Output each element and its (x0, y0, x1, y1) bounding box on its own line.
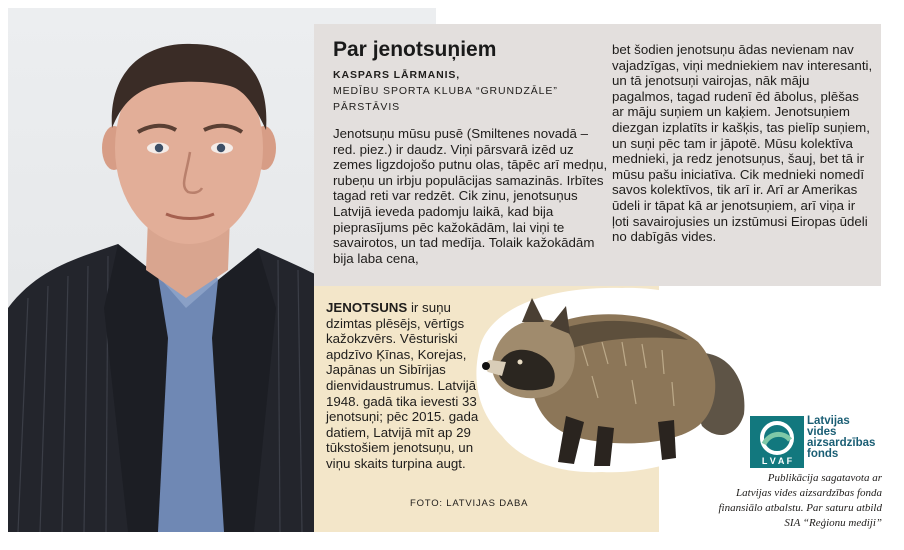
photo-credit: FOTO: LATVIJAS DABA (410, 498, 529, 509)
lvaf-name-line2: vides (807, 426, 837, 438)
lvaf-name (807, 416, 875, 460)
publication-note-line2: Latvijas vides aizsardzības fonda (736, 487, 882, 499)
byline (333, 67, 558, 115)
lvaf-name-line4: fonds (807, 448, 839, 460)
author-role-line1: MEDĪBU SPORTA KLUBA “GRUNDZĀLE” (333, 85, 558, 97)
article-column-1: Jenotsuņu mūsu pusē (Smiltenes novadā – red. piez.) ir daudz. Viņi pārsvarā izēd uz zemes ligzdojošo putnu olas, tāpēc arī medņu, rubeņu un irbju populācijas samazinās. Irbītes tagad reti var redzēt. Cik zinu, jenotsuņus Latvijā ieveda padomju laikā, kad bija pieprasījums pēc kažokādām, lai viņi te savairotos, un tad medīja. Tolaik kažokādām bija laba cena, (333, 126, 608, 266)
lvaf-logo-letters: L V A F (761, 456, 793, 466)
lvaf-name-line1: Latvijas (807, 415, 850, 427)
article-column-2: bet šodien jenotsuņu ādas nevienam nav vajadzīgas, viņi medniekiem nav interesanti, un tā jenotsuņi vairojas, nāk māju pagalmos, tagad rudenī ēd ābolus, plēšas ar māju suņiem un kaķiem. Jenotsuņiem diezgan izplatīts ir kašķis, tas pielīp suņiem, un suņi pēc tam ir jāpotē. Mūsu kolektīva mednieki, ja redz jenotsuņus, šauj, bet tā ir mūsu pašu iniciatīva. Cik mednieki nomedī savos kolektīvos, tik arī ir. Arī ar Amerikas ūdeli ir tāpat kā ar jenotsuņiem, arī viņa ir ļoti savairojusies un izstūmusi Eiropas ūdeli no dabīgās vides. (612, 42, 873, 245)
raccoon-dog-illustration (462, 276, 762, 476)
author-role-line2: PĀRSTĀVIS (333, 101, 401, 113)
publication-note (690, 471, 882, 531)
publication-note-line3: finansiālo atbalstu. Par saturu atbild (718, 502, 882, 514)
author-name: KASPARS LĀRMANIS, (333, 69, 461, 81)
lvaf-name-line3: aizsardzības (807, 437, 876, 449)
info-box-text (326, 300, 482, 472)
info-box-body: ir suņu dzimtas plēsējs, vērtīgs kažokzvērs. Vēsturiski apdzīvo Ķīnas, Korejas, Japānas un Sibīrijas dienvidaustrumus. Latvijā 1948. gadā tika ievesti 33 jenotsuņi; pēc 2015. gada datiem, Latvijā mīt ap 29 tūkstošiem jenotsuņu, un viņu skaits turpina augt. (326, 300, 479, 471)
publication-note-line1: Publikācija sagatavota ar (767, 472, 882, 484)
article-title: Par jenotsuņiem (333, 38, 497, 61)
publication-note-line4: SIA “Reģionu mediji” (784, 517, 882, 529)
lvaf-logo (750, 416, 804, 468)
info-box-lead: JENOTSUNS (326, 300, 408, 315)
